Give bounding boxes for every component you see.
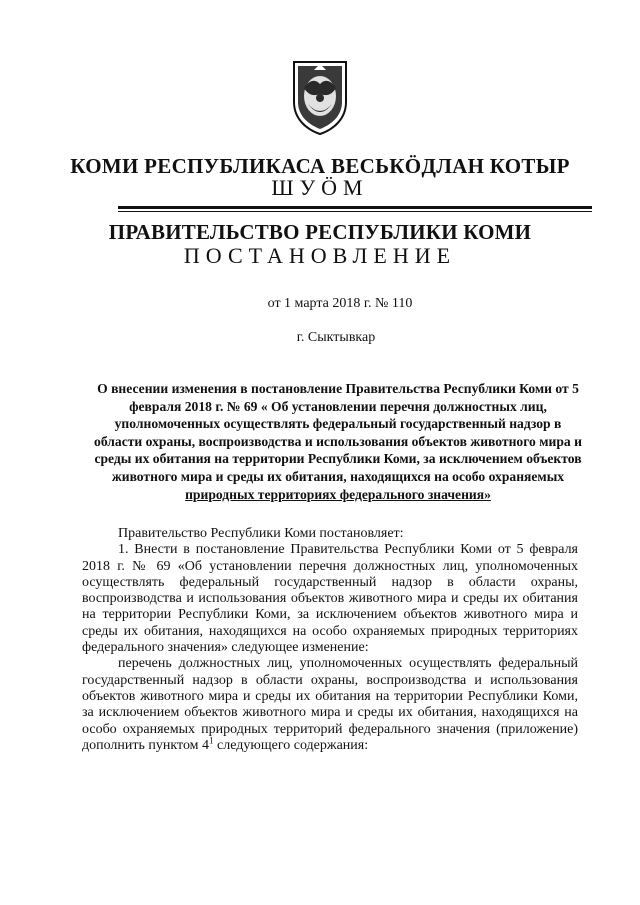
- republic-subtitle: ШУӦМ: [271, 175, 369, 200]
- document-date-number: от 1 марта 2018 г. № 110: [267, 296, 413, 311]
- body-paragraph-3-tail: следующего содержания:: [213, 737, 369, 753]
- body-paragraph-2: 1. Внести в постановление Правительства Республики Коми от 5 февраля 2018 г. № 69 «Об установлении перечня должностных лиц, уполномоченных осуществлять федеральный государственный надзор в области охраны, воспроизводства и использования объектов животного мира и среды их обитания на территории Республики Коми, за исключением объектов животного мира и среды их обитания, находящихся на особо охраняемых природных территориях федерального значения» следующее изменение:: [82, 542, 578, 656]
- coat-of-arms-icon: [290, 58, 350, 136]
- header-divider-thick: [118, 206, 592, 209]
- header-divider-thin: [118, 211, 592, 212]
- body-paragraph-1: Правительство Республики Коми постановляет:: [118, 526, 404, 541]
- subject-underlined-tail: природных территориях федерального значения»: [185, 486, 491, 502]
- document-body: [82, 526, 578, 754]
- document-city: г. Сыктывкар: [296, 330, 376, 345]
- government-title: ПРАВИТЕЛЬСТВО РЕСПУБЛИКИ КОМИ: [108, 220, 532, 244]
- subject-main: О внесении изменения в постановление Правительства Республики Коми от 5 февраля 2018 г. № 69 « Об установлении перечня должностных лиц, уполномоченных осуществлять федеральный государственный надзор в области охраны, воспроизводства и использования объектов животного мира и среды их обитания на территории Республики Коми, за исключением объектов животного мира и среды их обитания, находящихся на особо охраняемых: [94, 381, 582, 484]
- republic-title: КОМИ РЕСПУБЛИКАСА ВЕСЬКӦДЛАН КОТЫР: [70, 154, 570, 178]
- clause-superscript: 1: [209, 735, 214, 746]
- body-paragraph-3: [82, 656, 578, 754]
- document-subject: [90, 380, 586, 503]
- body-paragraph-3-text: перечень должностных лиц, уполномоченных осуществлять федеральный государственный надзор в области охраны, воспроизводства и использования объектов животного мира и среды их обитания на территории Республики Коми, за исключением объектов животного мира и среды их обитания, находящихся на особо охраняемых природных территорий федерального значения (приложение) дополнить пунктом 4: [82, 656, 578, 753]
- document-type: ПОСТАНОВЛЕНИЕ: [183, 243, 457, 268]
